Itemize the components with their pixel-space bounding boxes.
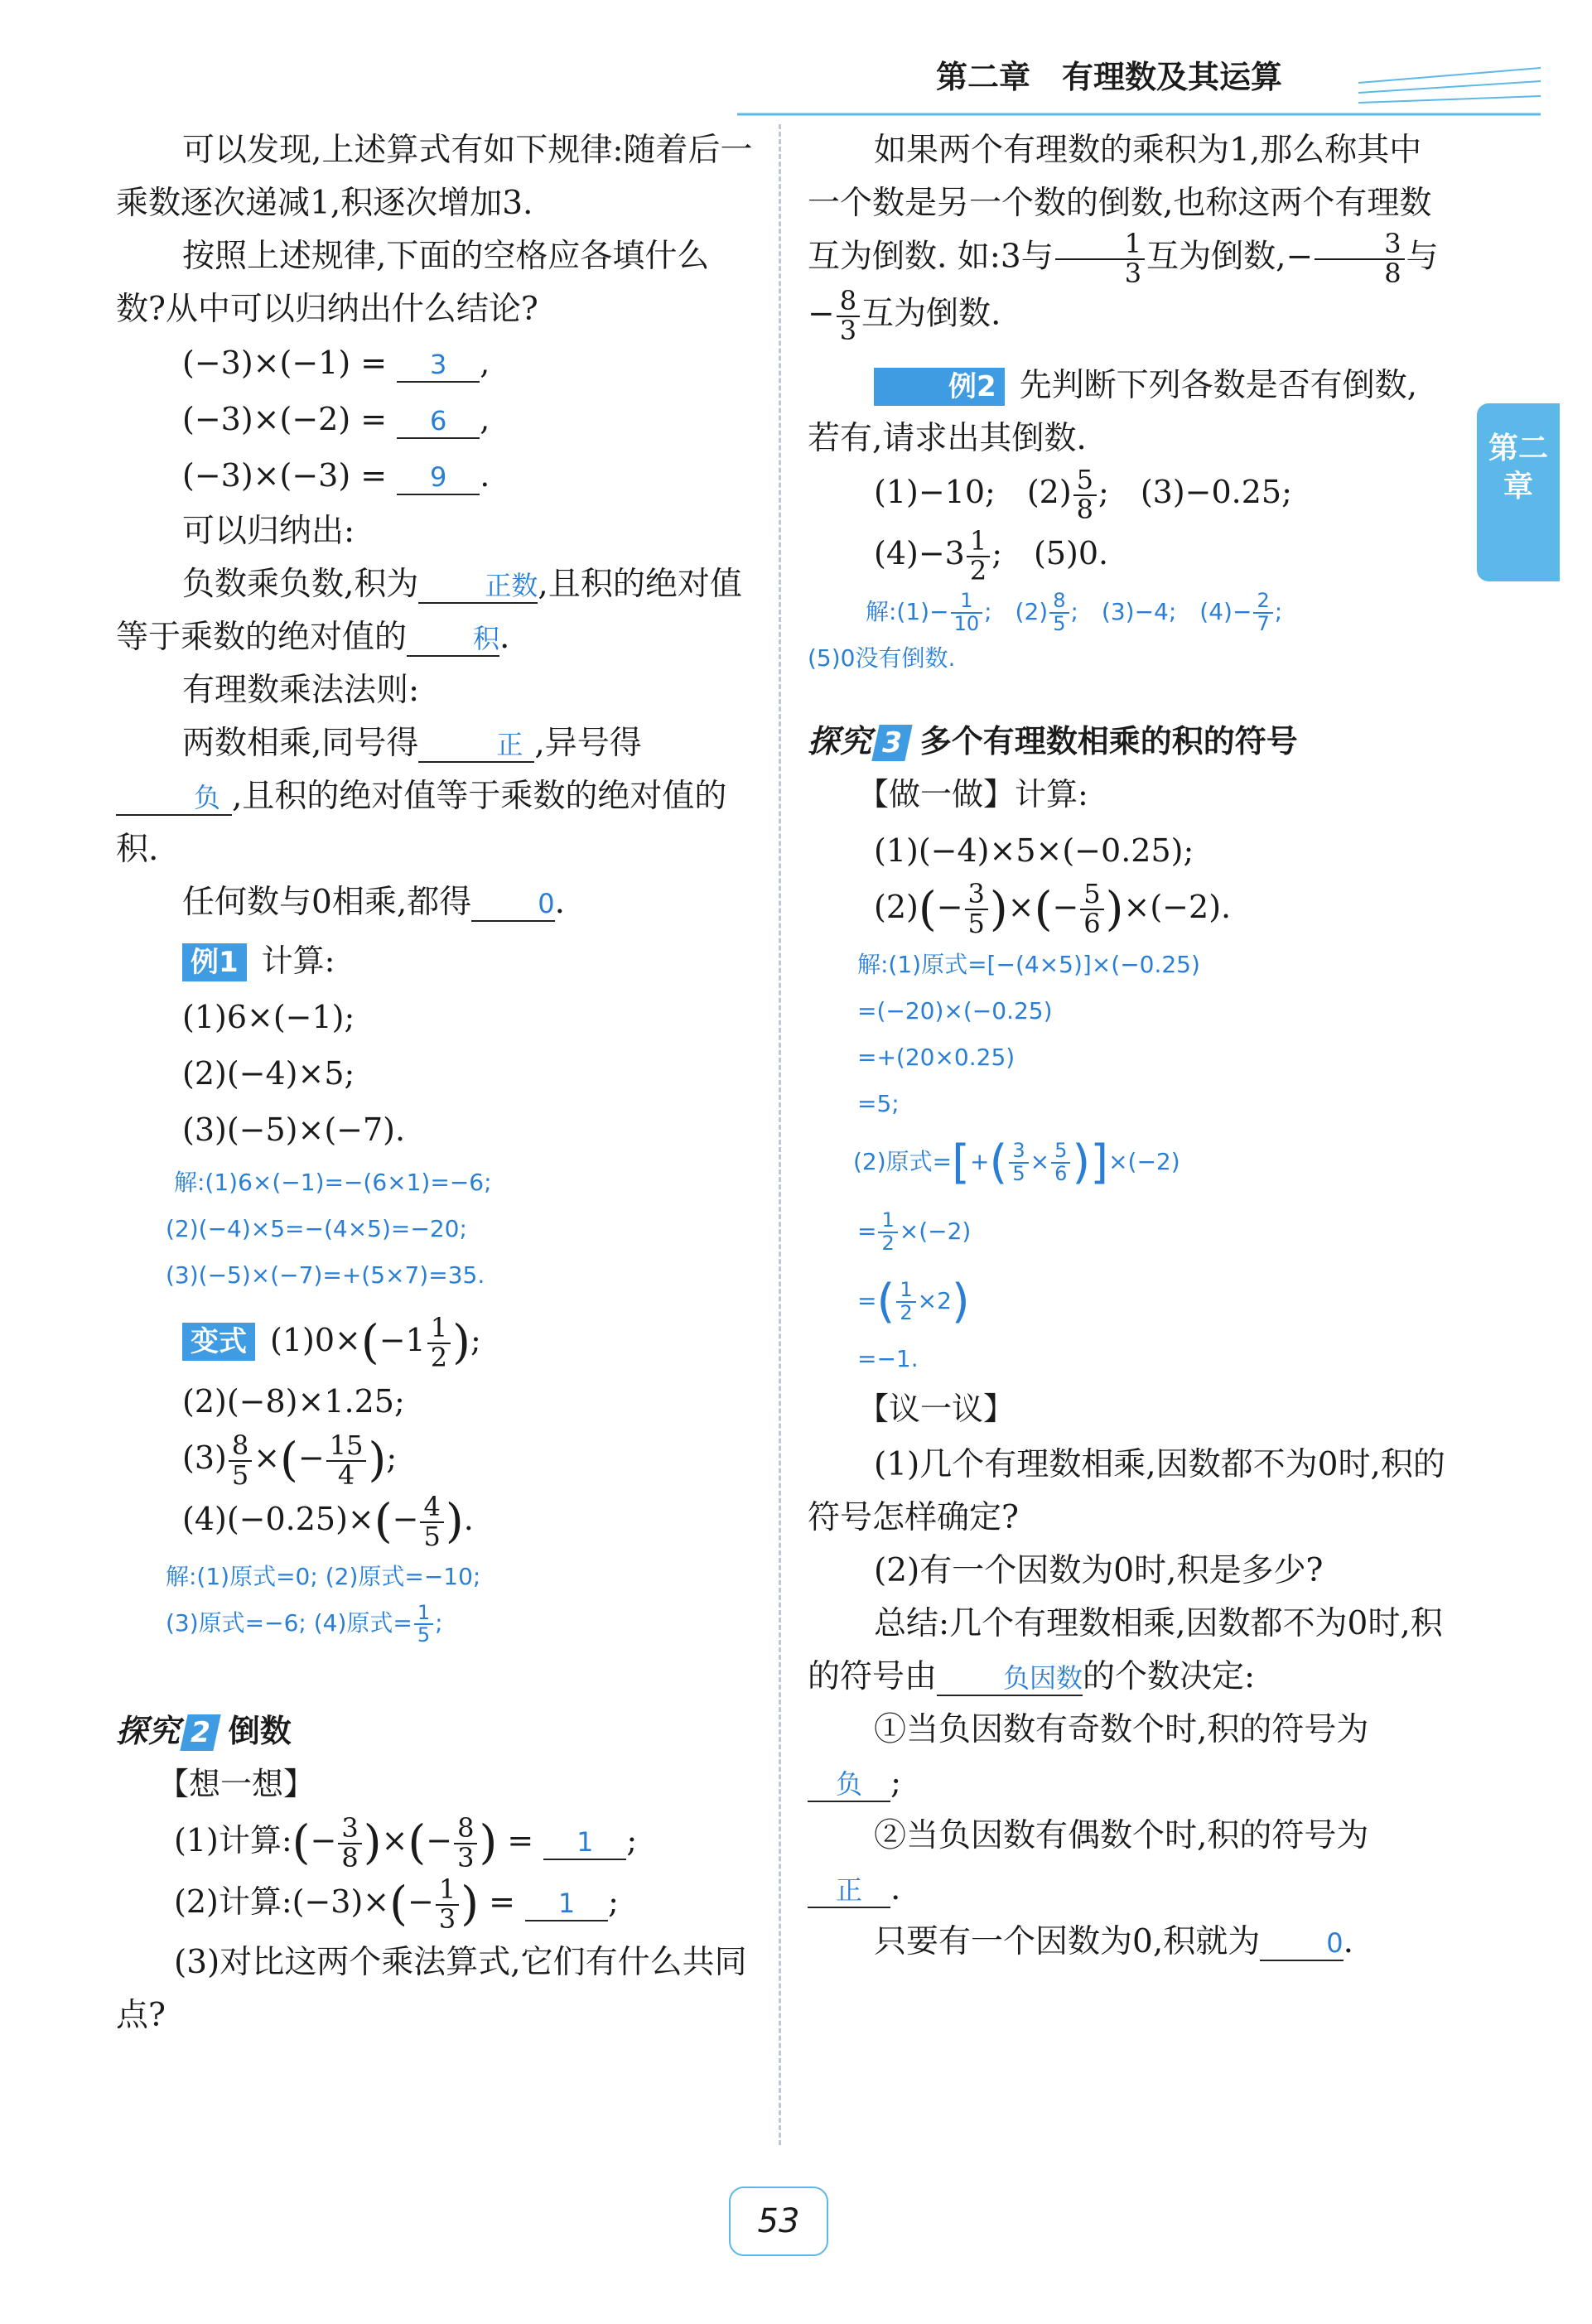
example-1-item-2: (2)(−4)×5; [182,1055,355,1092]
fraction-5-8: $\frac{5}{8}$ [1073,466,1097,523]
example-2-header [808,359,1450,465]
example-2-title: 先判断下列各数是否有倒数,若有,请求出其倒数. [808,367,1418,458]
fraction-8-5b: $\frac{8}{5}$ [1049,591,1069,634]
ex2-sol-c: ; (3)−4; (4)− [1070,597,1252,625]
do-solution-7: =( $\frac{1}{2}$ ×2) [857,1274,970,1328]
rule-text-b: ,异号得 [534,725,642,762]
calc-2: (2)计算:(−3)×(− $\frac{1}{3}$ ) = 1 ; [174,1873,619,1935]
zero-rule-answer: 0 [471,887,554,922]
example-2-line-1a: (1)−10; (2) [874,474,1072,511]
zero-rule: 任何数与0相乘,都得 0. [182,884,565,921]
section-3-number: 3 [871,725,912,761]
fraction-1-5: $\frac{1}{5}$ [414,1603,433,1646]
reciprocal-text-b: 互为倒数,− [1146,238,1314,276]
do-solution-6: = $\frac{1}{2}$ ×(−2) [857,1208,972,1255]
rule-answer-1: 正 [418,728,534,763]
variant-tag: 变式 [182,1323,255,1361]
page-number: 53 [729,2187,828,2256]
fraction-1-2c: $\frac{1}{2}$ [878,1210,897,1253]
negative-rule-answer-2: 积 [407,622,499,657]
fraction-3-5b: $\frac{3}{5}$ [1009,1140,1028,1184]
variant-4-text: (4)(−0.25)× [182,1501,374,1538]
reciprocal-text-c: 与 [1406,238,1439,276]
fraction-3-5: $\frac{3}{5}$ [965,880,988,938]
zero-factor-answer: 0 [1260,1926,1343,1961]
equation-3-text: (−3)×(−3) = [182,457,388,494]
example-1-solution-2: (2)(−4)×5=−(4×5)=−20; [166,1215,467,1242]
example-1-header [116,934,754,987]
fraction-5-6b: $\frac{5}{6}$ [1051,1140,1070,1184]
do-solution-3: =+(20×0.25) [857,1043,1016,1071]
ex2-sol-a: 解:(1)− [866,597,949,625]
variant-item-1: 变式 (1)0×(−1 $\frac{1}{2}$ ); [116,1314,754,1372]
chapter-side-tab: 第二章 [1477,403,1560,581]
odd-rule-text: ①当负因数有奇数个时,积的符号为 [874,1710,1369,1748]
example-1-item-1: (1)6×(−1); [182,999,355,1035]
reciprocal-text-a: 如果两个有理数的乘积为1,那么称其中一个数是另一个数的倒数,也称这两个有理数互为倒数. 如:3与 [808,132,1432,276]
negative-rule-answer-1: 正数 [418,569,538,604]
equation-2: (−3)×(−2) = 6 , [182,401,490,437]
do-solution-5-tail: ×(−2) [1108,1147,1180,1175]
equation-1: (−3)×(−1) = 3 , [182,345,490,381]
left-column [116,124,754,2042]
fraction-8-3b: $\frac{8}{3}$ [837,287,860,345]
rule-text-c: ,且积的绝对值等于乘数的绝对值的积. [116,778,727,868]
multiplication-rule [116,717,754,876]
even-rule-answer: 正 [808,1873,890,1908]
section-3-keyword: 探究 [808,722,873,759]
rule-title: 有理数乘法法则: [182,672,420,709]
fraction-1-2: $\frac{1}{2}$ [427,1314,451,1372]
think-label: 【想一想】 [157,1766,316,1803]
variant-1-integer: −1 [379,1322,426,1358]
section-2-keyword: 探究 [116,1713,181,1750]
fraction-3-8b: $\frac{3}{8}$ [1315,230,1404,287]
variant-3-text: (3) [182,1439,227,1477]
calc-1: (1)计算:(− $\frac{3}{8}$ )×(− $\frac{8}{3}$ ) = 1 ; [174,1812,638,1873]
example-1-solution-1: 解:(1)6×(−1)=−(6×1)=−6; [174,1169,492,1196]
negative-rule: 负数乘负数,积为 正数,且积的绝对值等于乘数的绝对值的 积. [116,566,742,656]
ex2-sol-b: ; (2) [984,597,1049,625]
equation-2-text: (−3)×(−2) = [182,401,388,437]
calc-1-text: (1)计算: [174,1822,292,1859]
ex2-sol-d: ; [1274,597,1283,625]
do-solution-1: 解:(1)原式=[−(4×5)]×(−0.25) [857,950,1200,978]
example-2-solution-1 [808,589,1450,635]
chapter-title: 第二章 有理数及其运算 [936,59,1283,95]
example-2-line-2 [808,527,1450,585]
fraction-1-3b: $\frac{1}{3}$ [1055,230,1145,287]
fraction-5-6: $\frac{5}{6}$ [1080,880,1103,938]
negative-rule-b: ,且积的绝对值等于乘数的绝对值的 [116,566,742,656]
section-3-heading: 多个有理数相乘的积的符号 [919,722,1298,759]
example-2-solution-2: (5)0没有倒数. [808,644,956,672]
summary-text-a: 总结:几个有理数相乘,因数都不为0时,积的符号由 [808,1604,1443,1695]
do-solution-5-text: (2)原式= [853,1147,953,1175]
example-2-tag: 例2 [874,368,1005,406]
do-label: 【做一做】计算: [857,775,1088,812]
variant-1-text: (1)0× [270,1322,361,1358]
fraction-2-7: $\frac{2}{7}$ [1253,591,1272,634]
example-2-line-2a: (4)−3 [874,535,965,572]
section-2-heading: 倒数 [228,1713,292,1750]
do-item-2: (2)(− $\frac{3}{5}$ )×(− $\frac{5}{6}$ )×(−2). [874,878,1232,940]
negative-rule-a: 负数乘负数,积为 [182,566,419,603]
summary-answer: 负因数 [937,1661,1083,1696]
variant-item-2: (2)(−8)×1.25; [182,1383,405,1420]
example-1-tag: 例1 [182,943,247,981]
rule-answer-2: 负 [116,781,232,816]
fraction-1-2d: $\frac{1}{2}$ [896,1280,915,1323]
summary-text-b: 的个数决定: [1083,1657,1256,1695]
zero-factor-text: 只要有一个因数为0,积就为 [874,1922,1261,1960]
even-rule-text: ②当负因数有偶数个时,积的符号为 [874,1816,1369,1854]
example-1-item-3: (3)(−5)×(−7). [182,1111,406,1148]
calc-2-answer: 1 [525,1887,608,1921]
do-solution-7-text: ×2 [917,1286,952,1314]
do-solution-2: =(−20)×(−0.25) [857,996,1053,1025]
column-divider [779,124,781,2145]
do-item-1: (1)(−4)×5×(−0.25); [874,832,1194,869]
discuss-label: 【议一议】 [857,1390,1016,1427]
do-item-2-text: (2) [874,888,919,925]
reciprocal-definition: 如果两个有理数的乘积为1,那么称其中一个数是另一个数的倒数,也称这两个有理数互为倒数. 如:3与 $\frac{1}{3}$ 互为倒数,− $\frac{3}{8}$ 与 − $\frac{8}{3}$ 互为倒数. [808,132,1439,346]
equation-2-answer: 6 [397,404,480,439]
compare-question: (3)对比这两个乘法算式,它们有什么共同点? [116,1944,747,2035]
zero-rule-text: 任何数与0相乘,都得 [182,884,472,921]
do-solution-5: (2)原式=[+( $\frac{3}{5}$ × $\frac{5}{6}$ )]×(−2) [853,1135,1180,1189]
pattern-paragraph: 可以发现,上述算式有如下规律:随着后一乘数逐次递减1,积逐次增加3. [116,132,753,222]
fraction-8-3: $\frac{8}{3}$ [454,1815,477,1872]
question-paragraph: 按照上述规律,下面的空格应各填什么数?从中可以归纳出什么结论? [116,238,710,328]
example-1-title: 计算: [261,943,335,979]
fraction-1-2b: $\frac{1}{2}$ [967,528,990,585]
fraction-15-4: $\frac{15}{4}$ [326,1432,367,1489]
variant-solution-2-text: (3)原式=−6; (4)原式= [166,1609,412,1637]
discuss-question-1: (1)几个有理数相乘,因数都不为0时,积的符号怎样确定? [808,1445,1445,1536]
do-item-2-tail: ×(−2). [1123,888,1232,925]
section-2-number: 2 [180,1714,220,1751]
induce-label: 可以归纳出: [182,513,355,550]
equation-1-answer: 3 [397,348,480,383]
odd-rule: ①当负因数有奇数个时,积的符号为 负 ; [808,1704,1450,1810]
rule-text-a: 两数相乘,同号得 [182,725,419,762]
do-solution-8: =−1. [857,1344,919,1372]
variant-solution-1: 解:(1)原式=0; (2)原式=−10; [166,1563,481,1591]
variant-item-4: (4)(−0.25)×(− $\frac{4}{5}$ ). [182,1491,474,1552]
example-2-line-1b: ; (3)−0.25; [1098,474,1292,511]
equation-1-text: (−3)×(−1) = [182,345,388,381]
equation-3-answer: 9 [397,460,480,495]
right-column [808,124,1450,1969]
example-1-solution-3: (3)(−5)×(−7)=+(5×7)=35. [166,1261,485,1289]
equation-3: (−3)×(−3) = 9 . [182,457,490,494]
zero-factor-rule: 只要有一个因数为0,积就为 0. [874,1922,1353,1960]
fraction-1-3: $\frac{1}{3}$ [436,1876,459,1933]
even-rule: ②当负因数有偶数个时,积的符号为 正 . [808,1810,1450,1916]
do-solution-4: =5; [857,1089,900,1117]
variant-item-3: (3) $\frac{8}{5}$ ×(− $\frac{15}{4}$ ); [182,1430,398,1491]
summary [808,1598,1450,1704]
fraction-3-8: $\frac{3}{8}$ [338,1815,361,1872]
calc-2-text: (2)计算:(−3)× [174,1883,390,1921]
do-solution-6-text: ×(−2) [899,1217,972,1245]
fraction-8-5: $\frac{8}{5}$ [229,1432,252,1489]
section-2-title [116,1704,754,1757]
calc-1-answer: 1 [543,1825,626,1860]
odd-rule-answer: 负 [808,1767,890,1802]
fraction-1-10: $\frac{1}{10}$ [951,591,983,634]
section-3-title [808,715,1450,768]
discuss-question-2: (2)有一个因数为0时,积是多少? [874,1551,1324,1589]
example-2-line-1 [808,465,1450,523]
reciprocal-text-d: 互为倒数. [861,295,1001,333]
example-2-line-2b: ; (5)0. [991,535,1109,572]
variant-solution-2: (3)原式=−6; (4)原式= $\frac{1}{5}$ ; [166,1601,443,1647]
fraction-4-5: $\frac{4}{5}$ [420,1493,443,1550]
